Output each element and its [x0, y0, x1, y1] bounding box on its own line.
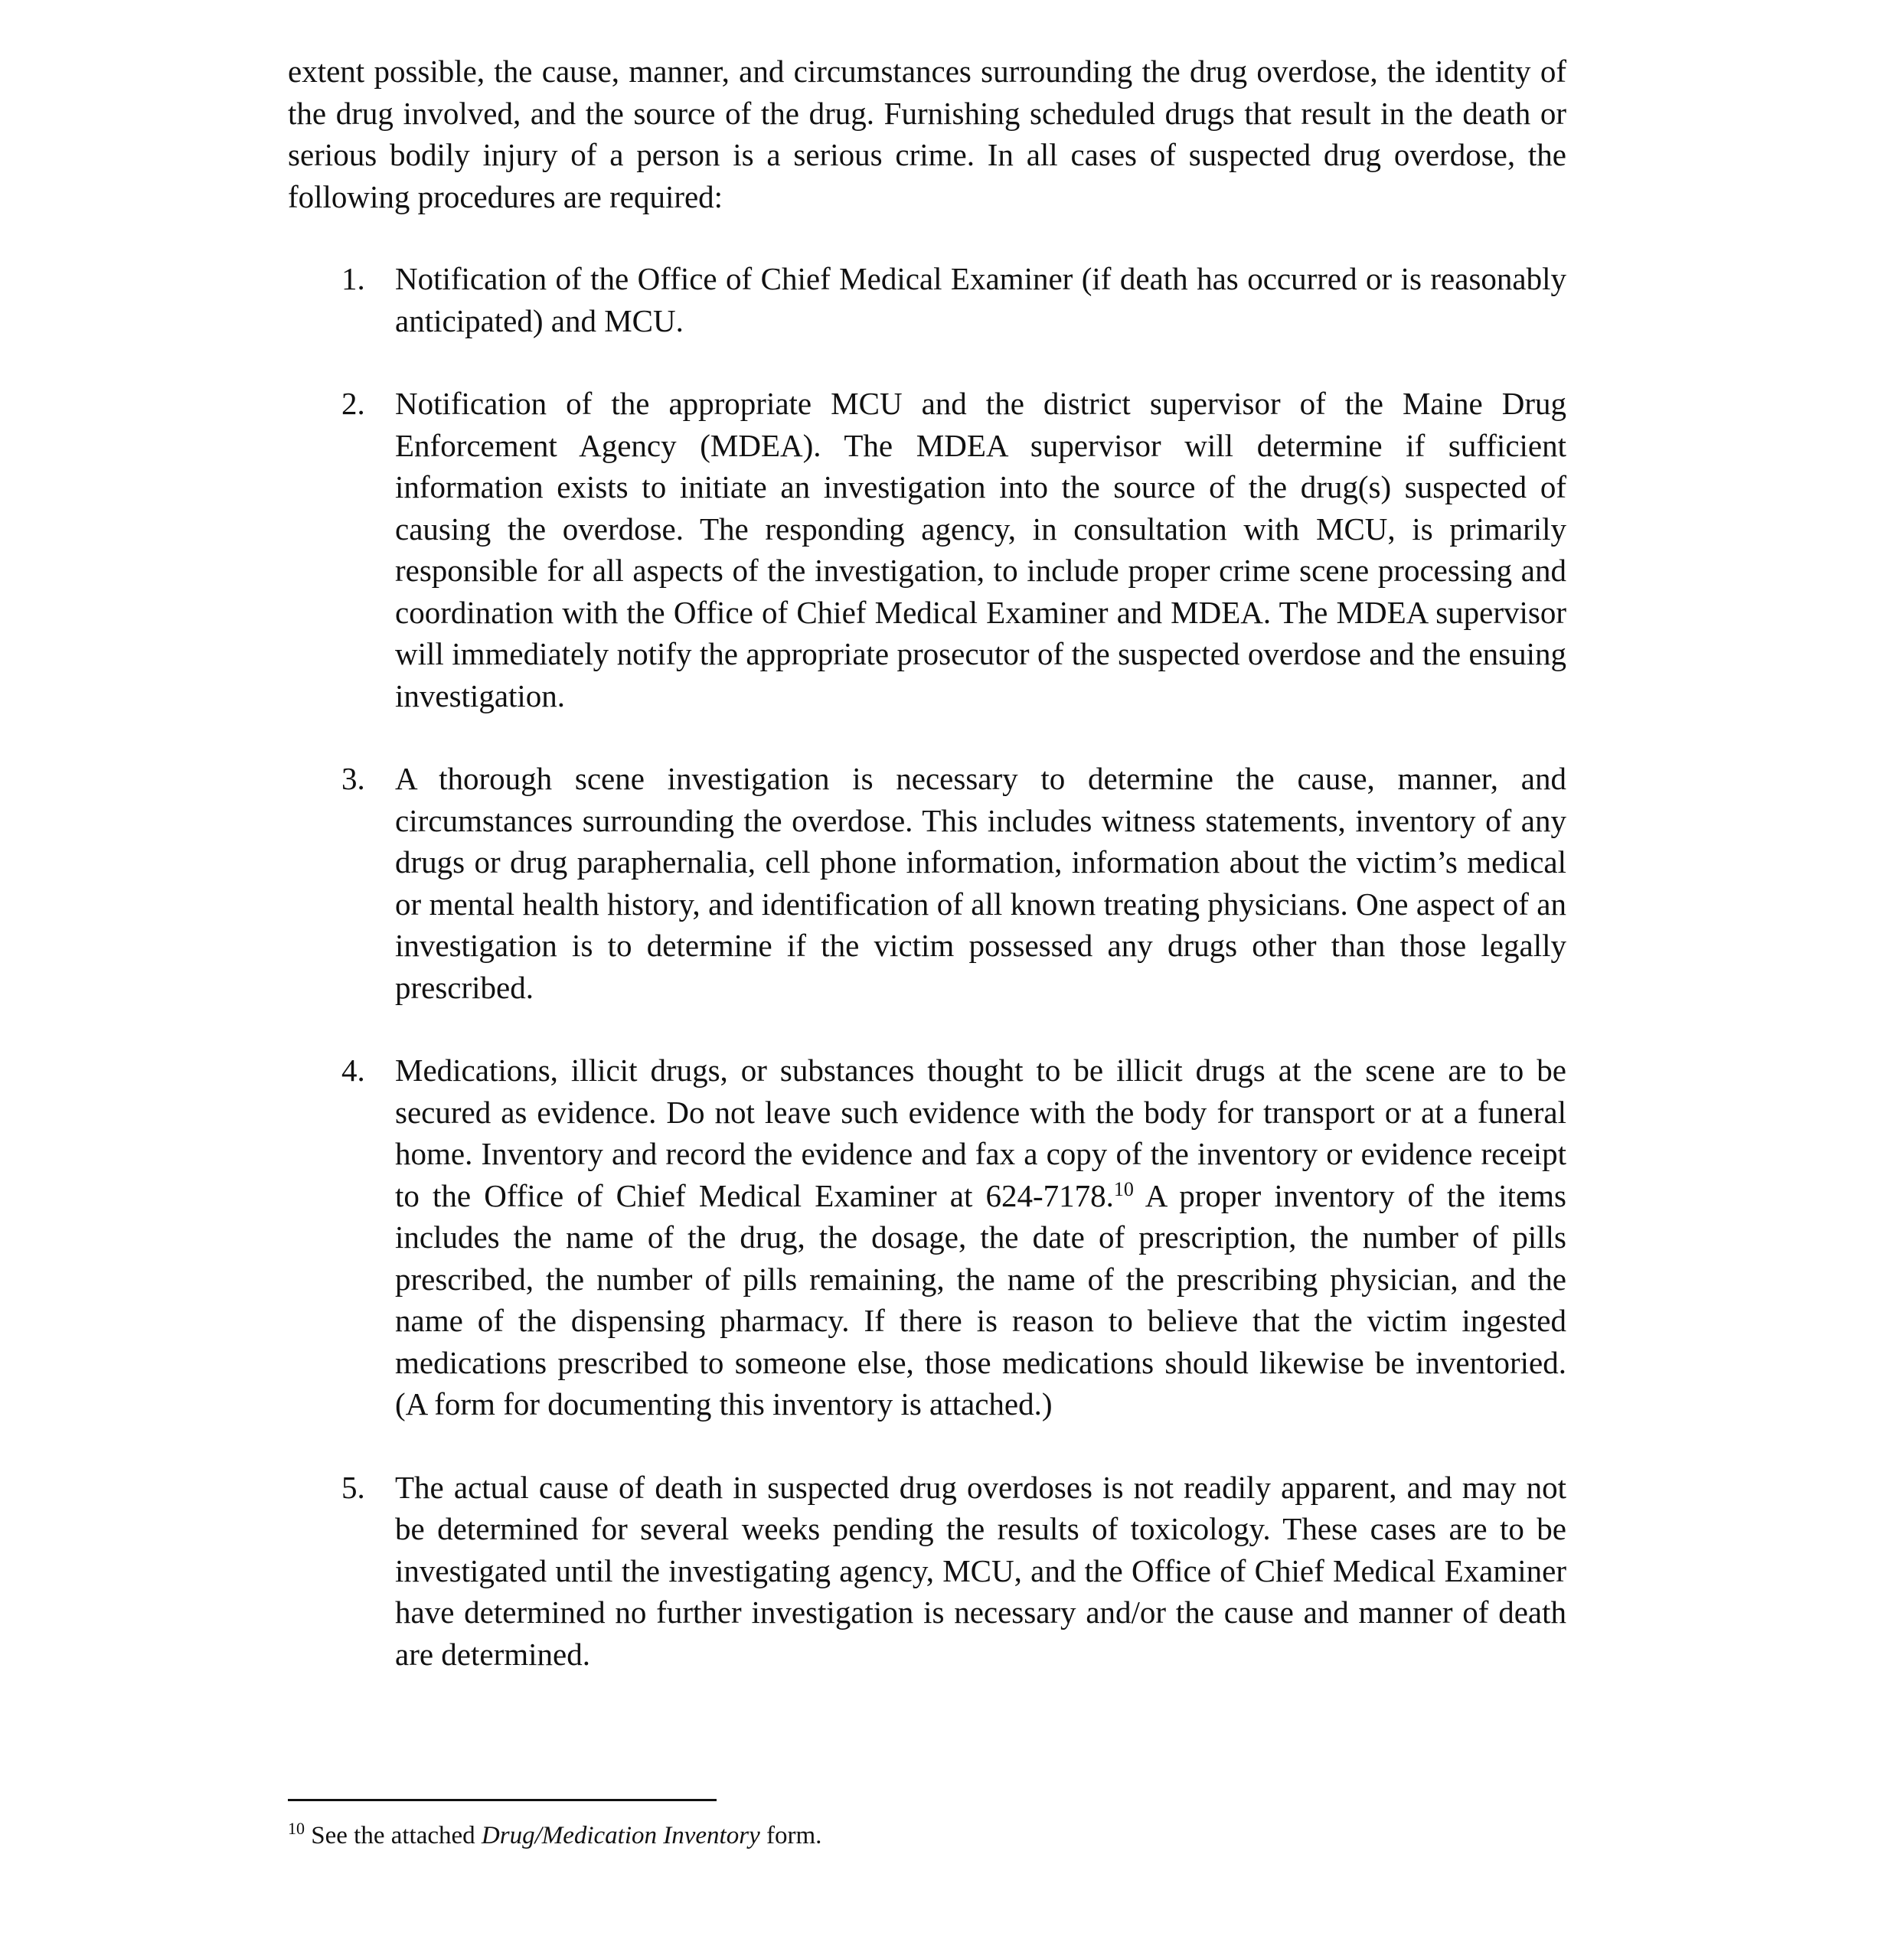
list-item [288, 383, 1566, 716]
list-number: 1. [341, 261, 365, 296]
list-item-text-part: A proper inventory of the items includes the name of the drug, the dosage, the date of prescription, the number of pills prescribed, the number of pills remaining, the name of the prescribing physician, and the name of the dispensing pharmacy. If there is reason to believe that the victim ingested medications prescribed to someone else, those medications should likewise be inventoried. (A form for documenting this inventory is attached.) [395, 1177, 1566, 1422]
footnote [288, 1819, 821, 1852]
list-item-text: The actual cause of death in suspected drug overdoses is not readily apparent, and may not be determined for several weeks pending the results of toxicology. These cases are to be investigated until the investigating agency, MCU, and the Office of Chief Medical Examiner have determined no further investigation is necessary and/or the cause and manner of death are determined. [395, 1469, 1566, 1672]
footnote-reference[interactable]: 10 [1113, 1177, 1134, 1200]
footnote-text: form. [759, 1822, 822, 1849]
list-number: 2. [341, 386, 365, 421]
list-number: 4. [341, 1053, 365, 1088]
procedures-list [288, 258, 1566, 1675]
list-item [288, 1467, 1566, 1676]
footnote-text: See the attached [305, 1822, 482, 1849]
document-page [288, 51, 1566, 1716]
list-number: 5. [341, 1469, 365, 1505]
footnote-form-title: Drug/Medication Inventory [481, 1822, 760, 1849]
footnote-separator [288, 1799, 717, 1801]
list-number: 3. [341, 761, 365, 796]
list-item-text [395, 1049, 1566, 1425]
list-item [288, 1049, 1566, 1425]
list-item-text: Notification of the appropriate MCU and the district supervisor of the Maine Drug Enforcement Agency (MDEA). The MDEA supervisor will determine if sufficient information exists to initiate an investigation into the source of the drug(s) suspected of causing the overdose. The responding agency, in consultation with MCU, is primarily responsible for all aspects of the investigation, to include proper crime scene processing and coordination with the Office of Chief Medical Examiner and MDEA. The MDEA supervisor will immediately notify the appropriate prosecutor of the suspected overdose and the ensuing investigation. [395, 386, 1566, 713]
list-item [288, 758, 1566, 1008]
list-item-text: A thorough scene investigation is necessary to determine the cause, manner, and circumstances surrounding the overdose. This includes witness statements, inventory of any drugs or drug paraphernalia, cell phone information, information about the victim’s medical or mental health history, and identification of all known treating physicians. One aspect of an investigation is to determine if the victim possessed any drugs other than those legally prescribed. [395, 761, 1566, 1005]
list-item [288, 258, 1566, 341]
intro-paragraph: extent possible, the cause, manner, and circumstances surrounding the drug overdose, the identity of the drug involved, and the source of the drug. Furnishing scheduled drugs that result in the death or serious bodily injury of a person is a serious crime. In all cases of suspected drug overdose, the following procedures are required: [288, 54, 1566, 214]
list-item-text-part: Medications, illicit drugs, or substances thought to be illicit drugs at the scene are to be secured as evidence. Do not leave such evidence with the body for transport or at a funeral home. Inventory and record the evidence and fax a copy of the inventory or evidence receipt to the Office of Chief Medical Examiner at 624-7178. [395, 1053, 1566, 1213]
list-item-text: Notification of the Office of Chief Medical Examiner (if death has occurred or is reasonably anticipated) and MCU. [395, 261, 1566, 338]
footnote-marker: 10 [288, 1819, 305, 1838]
